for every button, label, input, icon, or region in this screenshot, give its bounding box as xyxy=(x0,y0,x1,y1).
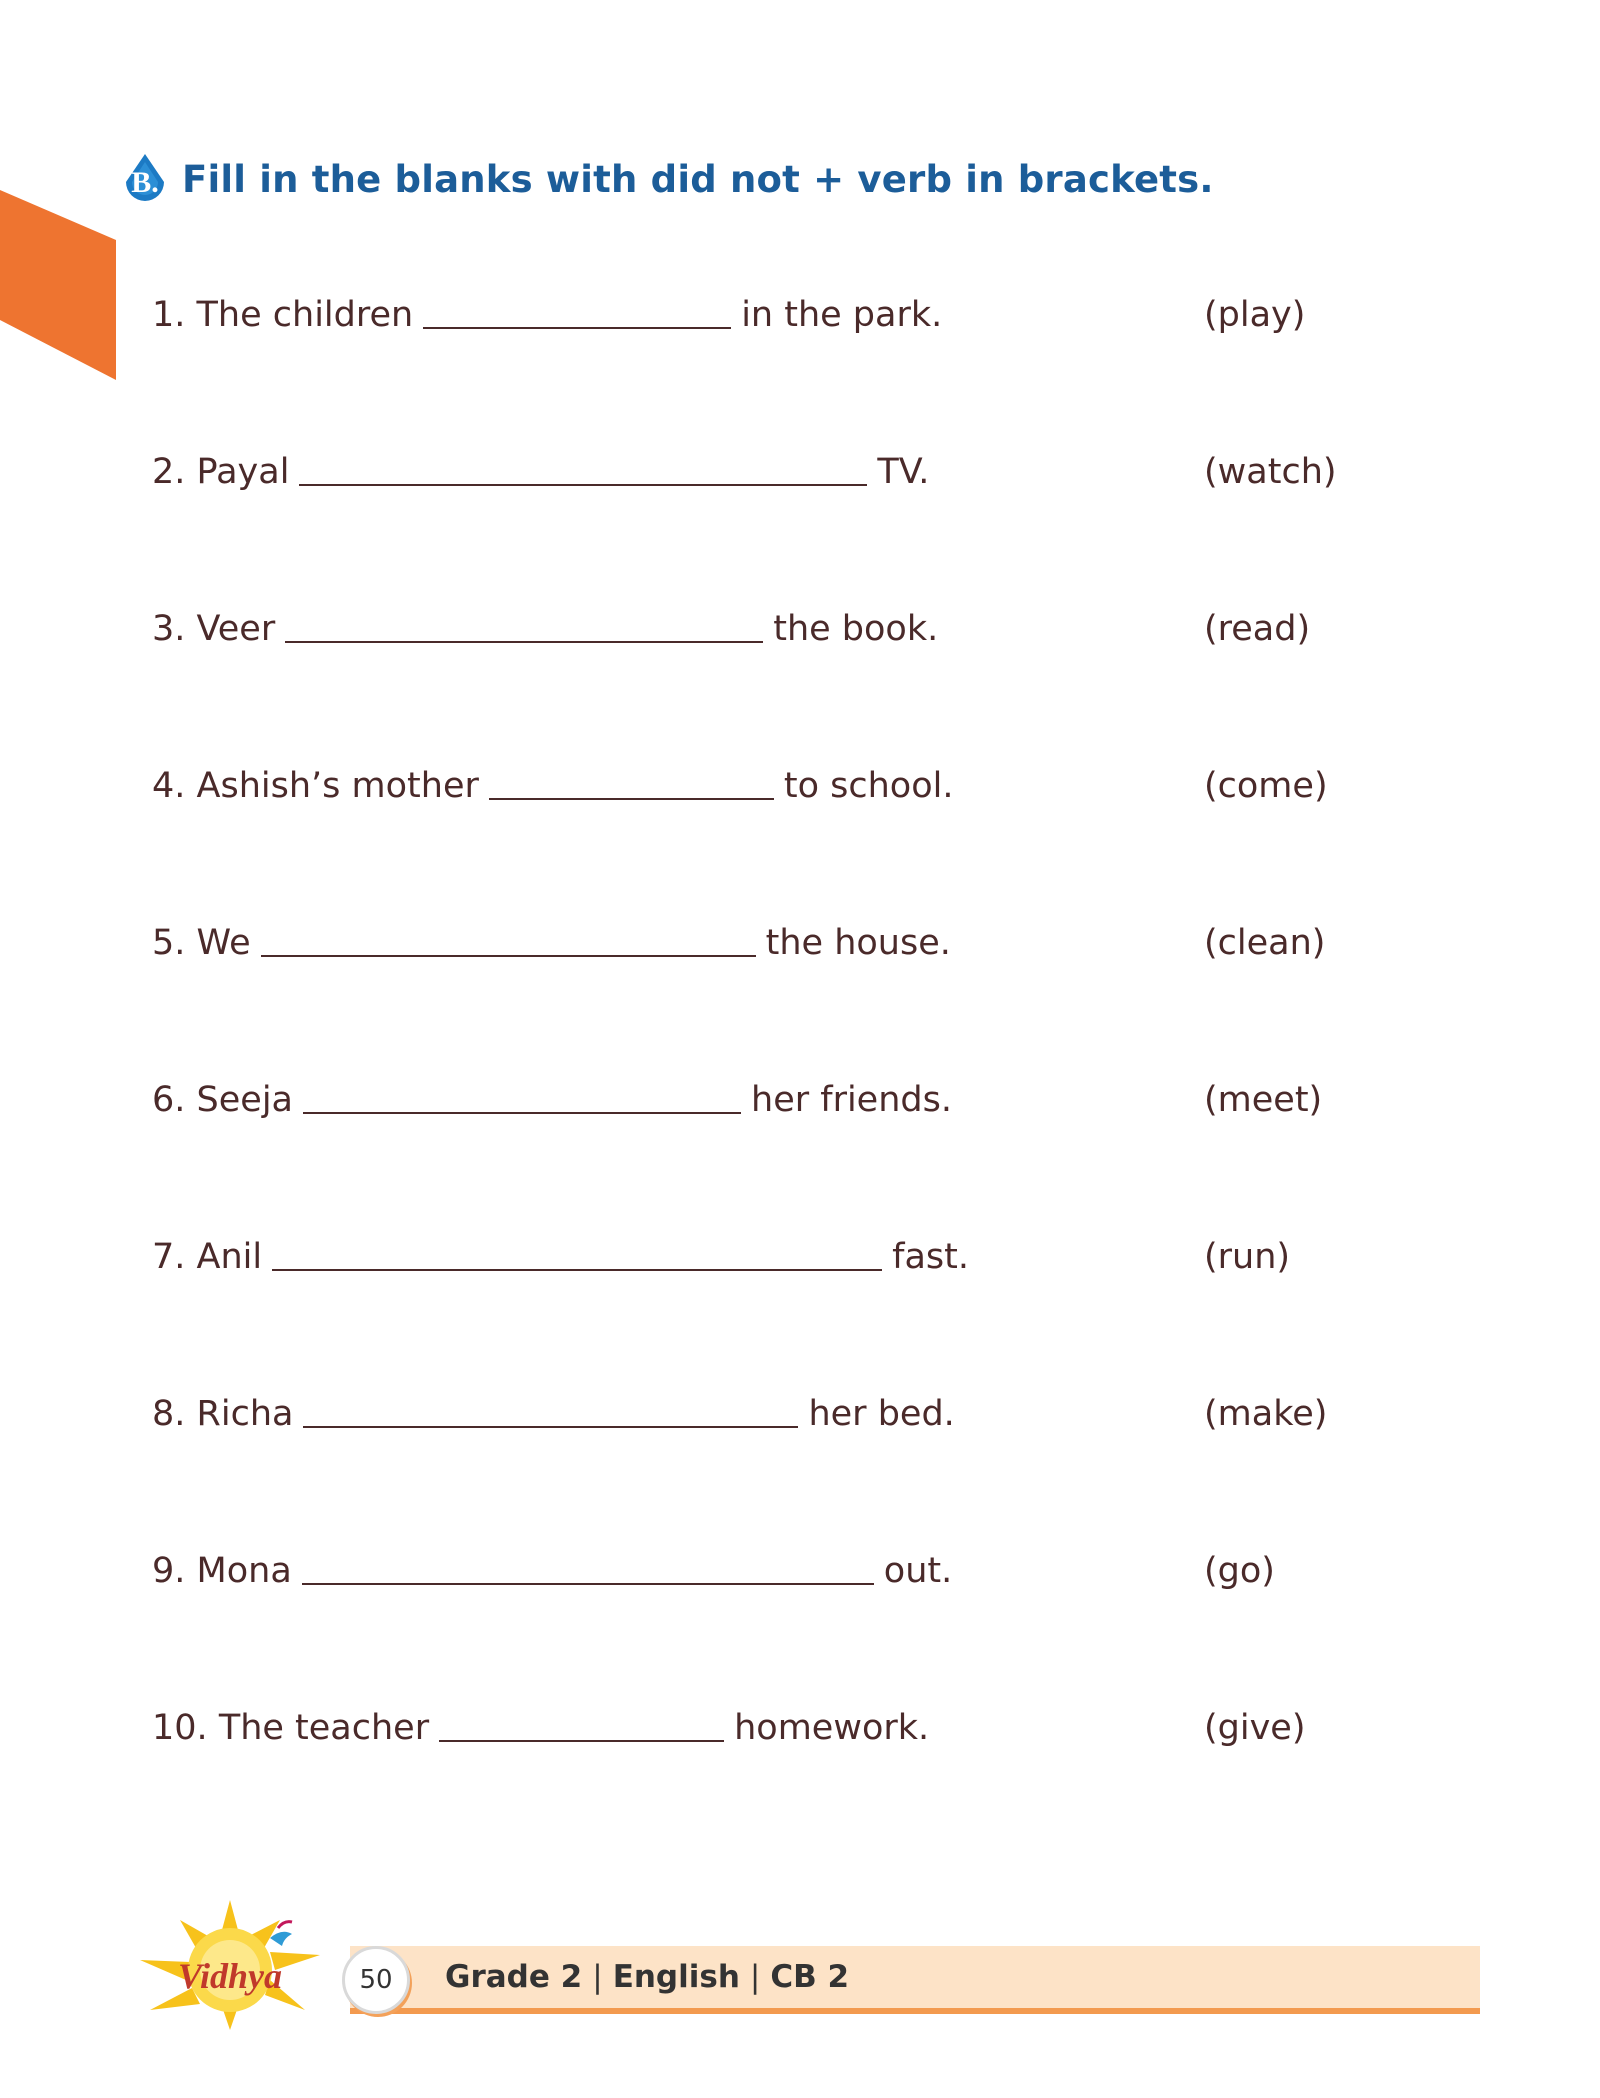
item-number: 5. xyxy=(152,923,186,963)
item-number: 10. xyxy=(152,1708,208,1748)
footer-grade: Grade 2 xyxy=(445,1959,583,1995)
item-text-before: Ashish’s mother xyxy=(196,766,479,806)
verb-hint: (give) xyxy=(1204,1708,1306,1748)
item-text-before: Richa xyxy=(196,1394,294,1434)
verb-hint: (make) xyxy=(1204,1394,1328,1434)
answer-blank[interactable] xyxy=(261,955,756,957)
orange-corner-tab xyxy=(0,190,116,380)
item-text-after: her friends. xyxy=(751,1080,952,1120)
item-text-before: Mona xyxy=(196,1551,292,1591)
exercise-item-1 xyxy=(152,285,1452,345)
exercise-item-3 xyxy=(152,599,1452,659)
verb-hint: (play) xyxy=(1204,295,1306,335)
verb-hint: (come) xyxy=(1204,766,1328,806)
item-text-before: Anil xyxy=(196,1237,263,1277)
verb-hint: (run) xyxy=(1204,1237,1291,1277)
exercise-item-4 xyxy=(152,756,1452,816)
item-text-after: the house. xyxy=(765,923,951,963)
item-text-before: Veer xyxy=(196,609,276,649)
exercise-item-2 xyxy=(152,442,1452,502)
item-number: 6. xyxy=(152,1080,186,1120)
item-text-after: the book. xyxy=(773,609,939,649)
answer-blank[interactable] xyxy=(302,1583,874,1585)
page-number: 50 xyxy=(359,1965,393,1995)
section-letter: B. xyxy=(131,166,159,199)
footer-label xyxy=(445,1959,849,1995)
item-text-after: in the park. xyxy=(741,295,943,335)
exercise-item-9 xyxy=(152,1541,1452,1601)
exercise-item-7 xyxy=(152,1227,1452,1287)
item-number: 3. xyxy=(152,609,186,649)
item-text-after: fast. xyxy=(892,1237,969,1277)
item-text-before: We xyxy=(196,923,251,963)
item-text-before: Payal xyxy=(196,452,290,492)
page-footer xyxy=(120,1900,1490,2030)
page-number-badge xyxy=(342,1946,410,2014)
item-text-after: to school. xyxy=(783,766,954,806)
exercise-item-10 xyxy=(152,1698,1452,1758)
exercise-item-8 xyxy=(152,1384,1452,1444)
verb-hint: (go) xyxy=(1204,1551,1275,1591)
answer-blank[interactable] xyxy=(423,327,731,329)
verb-hint: (read) xyxy=(1204,609,1311,649)
item-number: 2. xyxy=(152,452,186,492)
footer-separator: | xyxy=(749,1959,761,1995)
item-number: 1. xyxy=(152,295,186,335)
answer-blank[interactable] xyxy=(299,484,867,486)
item-text-after: TV. xyxy=(877,452,930,492)
item-text-after: homework. xyxy=(734,1708,930,1748)
section-b-badge-icon xyxy=(118,152,172,206)
item-text-after: out. xyxy=(883,1551,953,1591)
answer-blank[interactable] xyxy=(489,798,774,800)
footer-separator: | xyxy=(592,1959,603,1995)
item-text-before: The teacher xyxy=(218,1708,430,1748)
verb-hint: (meet) xyxy=(1204,1080,1323,1120)
verb-hint: (watch) xyxy=(1204,452,1337,492)
item-number: 4. xyxy=(152,766,186,806)
item-number: 8. xyxy=(152,1394,186,1434)
vidhya-logo xyxy=(120,1900,350,2030)
verb-hint: (clean) xyxy=(1204,923,1326,963)
exercise-item-5 xyxy=(152,913,1452,973)
item-text-after: her bed. xyxy=(808,1394,955,1434)
answer-blank[interactable] xyxy=(272,1269,882,1271)
footer-subject: English xyxy=(612,1959,740,1995)
logo-wordmark: Vidhya xyxy=(178,1956,283,1996)
section-title: Fill in the blanks with did not + verb in brackets. xyxy=(182,157,1214,201)
answer-blank[interactable] xyxy=(303,1112,741,1114)
answer-blank[interactable] xyxy=(303,1426,798,1428)
item-number: 7. xyxy=(152,1237,186,1277)
item-number: 9. xyxy=(152,1551,186,1591)
item-text-before: The children xyxy=(196,295,414,335)
exercise-item-6 xyxy=(152,1070,1452,1130)
answer-blank[interactable] xyxy=(439,1740,724,1742)
footer-book: CB 2 xyxy=(770,1959,850,1995)
section-heading xyxy=(118,152,1214,206)
answer-blank[interactable] xyxy=(285,641,763,643)
item-text-before: Seeja xyxy=(196,1080,294,1120)
